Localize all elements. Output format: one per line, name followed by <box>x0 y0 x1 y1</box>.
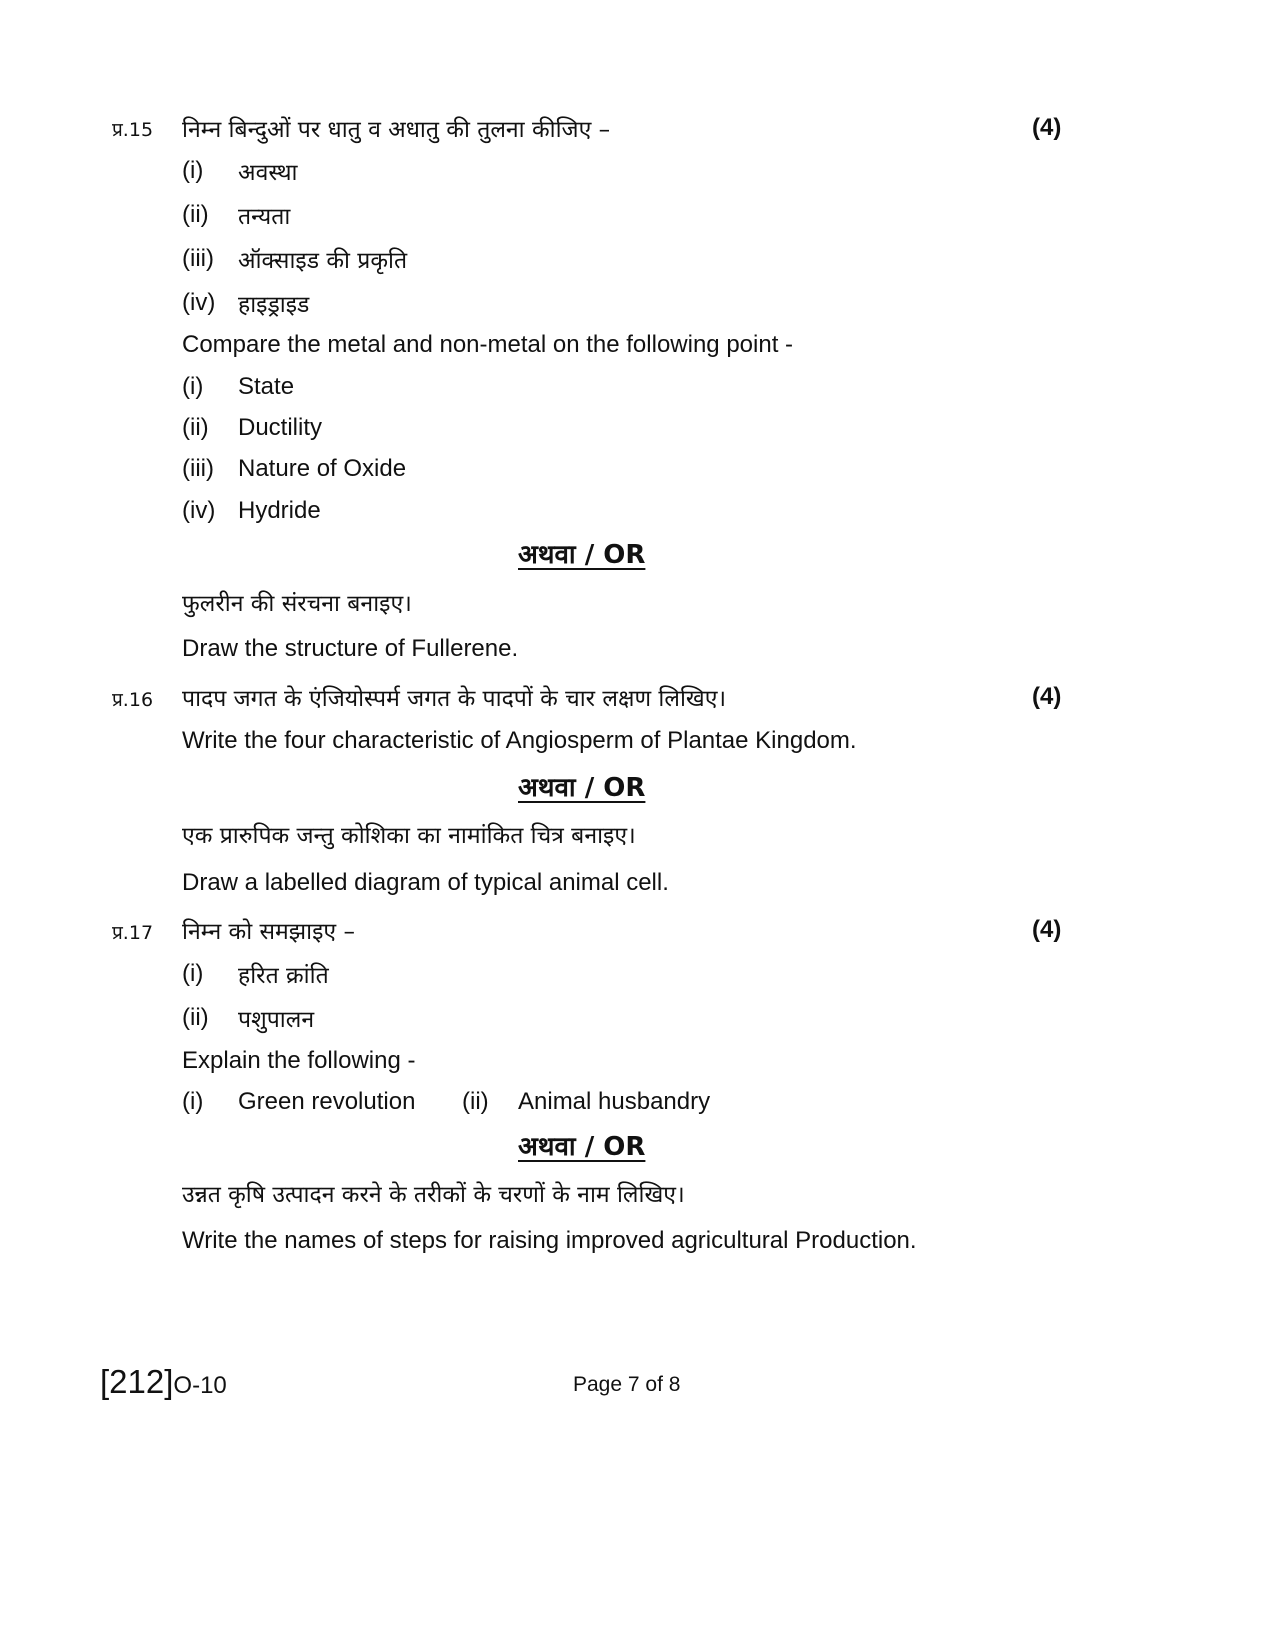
item-text: Hydride <box>238 497 321 524</box>
item-text: State <box>238 373 295 400</box>
alternate-question-hindi: फुलरीन की संरचना बनाइए। <box>182 591 412 617</box>
item-number: (iii) <box>182 245 214 272</box>
alternate-question-english: Write the names of steps for raising improved agricultural Production. <box>182 1227 917 1254</box>
question-16-hindi: पादप जगत के एंजियोस्पर्म जगत के पादपों के चार लक्षण लिखिए। <box>182 686 727 712</box>
alternate-question-hindi: एक प्रारुपिक जन्तु कोशिका का नामांकित चित्र बनाइए। <box>182 823 636 849</box>
marks-q15: (4) <box>1032 114 1062 141</box>
page-number: Page 7 of 8 <box>573 1373 681 1396</box>
question-16-english: Write the four characteristic of Angiosperm of Plantae Kingdom. <box>182 727 857 754</box>
paper-code-suffix: O-10 <box>173 1372 227 1399</box>
alternate-question-english: Draw a labelled diagram of typical animal cell. <box>182 869 669 896</box>
item-text: Ductility <box>238 414 323 441</box>
item-number: (ii) <box>462 1088 489 1115</box>
item-number: (i) <box>182 1088 204 1115</box>
item-text: Nature of Oxide <box>238 455 407 482</box>
item-number: (i) <box>182 373 204 400</box>
item-number: (i) <box>182 157 204 184</box>
item-text: पशुपालन <box>238 1007 315 1033</box>
item-text: ऑक्साइड की प्रकृति <box>238 248 408 274</box>
question-17-hindi: निम्न को समझाइए – <box>182 919 355 945</box>
question-15-english: Compare the metal and non-metal on the following point - <box>182 331 794 358</box>
alternate-question-english: Draw the structure of Fullerene. <box>182 635 519 662</box>
item-number: (ii) <box>182 1004 209 1031</box>
or-divider: अथवा / OR <box>518 1132 646 1162</box>
question-number-16: प्र.16 <box>112 689 154 711</box>
question-number-15: प्र.15 <box>112 119 154 141</box>
item-text: तन्यता <box>238 204 291 230</box>
item-number: (iv) <box>182 497 216 524</box>
item-number: (iii) <box>182 455 214 482</box>
item-text: Green revolution <box>238 1088 416 1115</box>
question-17-english: Explain the following - <box>182 1047 416 1074</box>
item-text: हाइड्राइड <box>238 292 310 318</box>
or-divider: अथवा / OR <box>518 773 646 803</box>
item-number: (ii) <box>182 414 209 441</box>
marks-q16: (4) <box>1032 683 1062 710</box>
question-number-17: प्र.17 <box>112 922 154 944</box>
item-text: अवस्था <box>238 160 298 186</box>
paper-code-main: [212] <box>100 1363 174 1400</box>
alternate-question-hindi: उन्नत कृषि उत्पादन करने के तरीकों के चरणों के नाम लिखिए। <box>182 1182 685 1208</box>
item-number: (iv) <box>182 289 216 316</box>
or-divider: अथवा / OR <box>518 540 646 570</box>
marks-q17: (4) <box>1032 916 1062 943</box>
item-number: (ii) <box>182 201 209 228</box>
item-number: (i) <box>182 960 204 987</box>
paper-code <box>100 1363 227 1401</box>
item-text: Animal husbandry <box>518 1088 711 1115</box>
item-text: हरित क्रांति <box>238 963 329 989</box>
question-15-hindi: निम्न बिन्दुओं पर धातु व अधातु की तुलना कीजिए – <box>182 117 611 143</box>
